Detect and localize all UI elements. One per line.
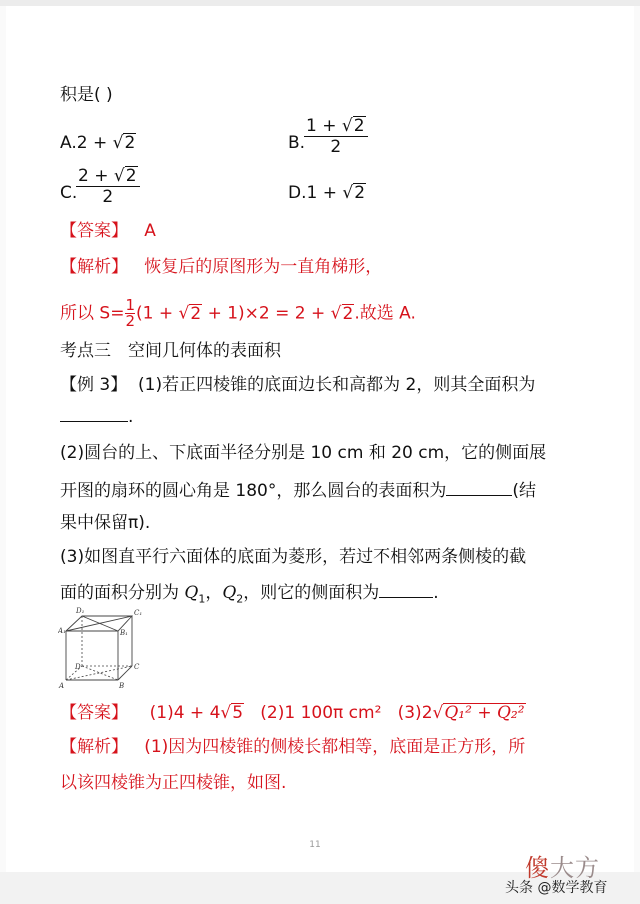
option-c-num-radicand: 2 — [125, 166, 137, 186]
formula-mid: (1 + — [136, 303, 179, 324]
option-b-num-prefix: 1 + — [306, 116, 342, 136]
example-q1-end: . — [128, 407, 134, 427]
formula-rad-2: 2 — [342, 303, 354, 324]
answer-1-value: A — [144, 221, 156, 241]
option-a — [60, 132, 136, 154]
top-border — [0, 0, 640, 6]
option-a-prefix: A.2 + — [60, 133, 113, 153]
edge-bc — [118, 666, 132, 680]
analysis-1-label: 【解析】 — [60, 257, 128, 277]
label-b: B — [119, 682, 125, 690]
formula-rad-1: 2 — [190, 303, 202, 324]
watermark-char: 傻 — [525, 854, 550, 882]
formula-suffix: .故选 A. — [354, 303, 416, 324]
sqrt-icon: √ — [342, 183, 354, 203]
sqrt-icon: √ — [330, 303, 342, 324]
example-q3-prefix: 面的面积分别为 — [60, 583, 185, 603]
option-b-num-radicand: 2 — [353, 116, 365, 136]
q-subscript: 2 — [236, 592, 244, 606]
example-q3-end: . — [433, 583, 439, 603]
answer-2-p2: (2)1 100π cm² — [260, 703, 382, 723]
example-q1-blank-line — [60, 404, 133, 428]
watermark-rest: 大方 — [550, 854, 600, 882]
example-q3-mid: ，则它的侧面积为 — [243, 583, 380, 603]
q-subscript: 1 — [198, 592, 206, 606]
q-symbol: Q — [222, 583, 237, 603]
option-b-denominator: 2 — [304, 136, 368, 157]
formula-frac-den: 2 — [125, 312, 135, 330]
answer-2-p3: (3)2 — [397, 703, 433, 723]
label-c1: C₁ — [134, 609, 143, 617]
option-d-radicand: 2 — [354, 183, 366, 203]
option-b-fraction — [304, 116, 368, 157]
section-title: 考点三 空间几何体的表面积 — [60, 341, 281, 361]
analysis-2-label: 【解析】 — [60, 737, 128, 757]
option-d-prefix: D.1 + — [288, 183, 343, 203]
analysis-1-formula — [60, 298, 416, 329]
example-q2-line3: 果中保留π). — [60, 513, 151, 533]
answer-2-label: 【答案】 — [60, 703, 128, 723]
example-q2-line1: (2)圆台的上、下底面半径分别是 10 cm 和 20 cm，它的侧面展 — [60, 443, 547, 463]
page-number: 11 — [309, 840, 321, 850]
sqrt-icon: √ — [432, 703, 444, 723]
option-d — [288, 182, 366, 204]
answer-blank — [60, 404, 128, 422]
formula-frac-num: 1 — [125, 296, 135, 314]
example-q2-line2-text: 开图的扇环的圆心角是 180°，那么圆台的表面积为 — [60, 481, 447, 501]
sqrt-icon: √ — [113, 166, 125, 186]
example-q1-text: (1)若正四棱锥的底面边长和高都为 2，则其全面积为 — [138, 375, 536, 395]
label-b1: B₁ — [120, 629, 128, 637]
label-d: D — [75, 663, 81, 671]
formula-prefix: 所以 S= — [60, 303, 125, 324]
example-q3-line1: (3)如图直平行六面体的底面为菱形，若过不相邻两条侧棱的截 — [60, 547, 527, 567]
answer-1-label: 【答案】 — [60, 221, 128, 241]
answer-blank — [446, 478, 512, 496]
option-c-prefix: C. — [60, 183, 78, 203]
answer-2-p1: (1)4 + 4 — [149, 703, 221, 723]
option-c-fraction — [76, 166, 140, 207]
label-a: A — [59, 682, 65, 690]
answer-2 — [60, 702, 526, 724]
example-q2-line2-end: (结 — [512, 481, 536, 501]
answer-1 — [60, 220, 156, 242]
left-border — [0, 6, 6, 872]
analysis-2-text: (1)因为四棱锥的侧棱长都相等，底面是正方形，所 — [144, 737, 526, 757]
example-q3-sep: ， — [205, 583, 223, 603]
formula-mid-2: + 1)×2 = 2 + — [202, 303, 331, 324]
answer-blank — [379, 580, 433, 598]
parallelepiped-figure — [58, 606, 158, 690]
right-border — [634, 6, 640, 872]
example-label: 【例 3】 — [60, 375, 128, 395]
option-b-prefix: B. — [288, 133, 306, 153]
analysis-1-text: 恢复后的原图形为一直角梯形， — [144, 257, 383, 277]
sqrt-icon: √ — [220, 703, 232, 723]
q-symbol: Q — [184, 583, 199, 603]
option-c-num-prefix: 2 + — [78, 166, 114, 186]
answer-2-p3-radicand: Q₁² + Q₂² — [444, 703, 525, 723]
sqrt-icon: √ — [178, 303, 190, 324]
sqrt-icon: √ — [112, 133, 124, 153]
example-3-q1 — [60, 374, 535, 396]
question-stem: 积是( ) — [60, 85, 113, 105]
formula-fraction — [125, 298, 135, 329]
analysis-2-line2: 以该四棱锥为正四棱锥，如图. — [60, 773, 287, 793]
analysis-1 — [60, 256, 382, 278]
example-q2-line2 — [60, 478, 536, 502]
label-c: C — [134, 663, 140, 671]
option-c-denominator: 2 — [76, 186, 140, 207]
analysis-2-line1 — [60, 736, 525, 758]
label-a1: A₁ — [58, 627, 66, 635]
source-credit: 头条 @数学教育 — [505, 880, 608, 896]
hidden-diagonal-db — [82, 666, 118, 680]
label-d1: D₁ — [76, 607, 85, 615]
answer-2-p1-radicand: 5 — [232, 703, 244, 723]
sqrt-icon: √ — [341, 116, 353, 136]
option-a-radicand: 2 — [124, 133, 136, 153]
